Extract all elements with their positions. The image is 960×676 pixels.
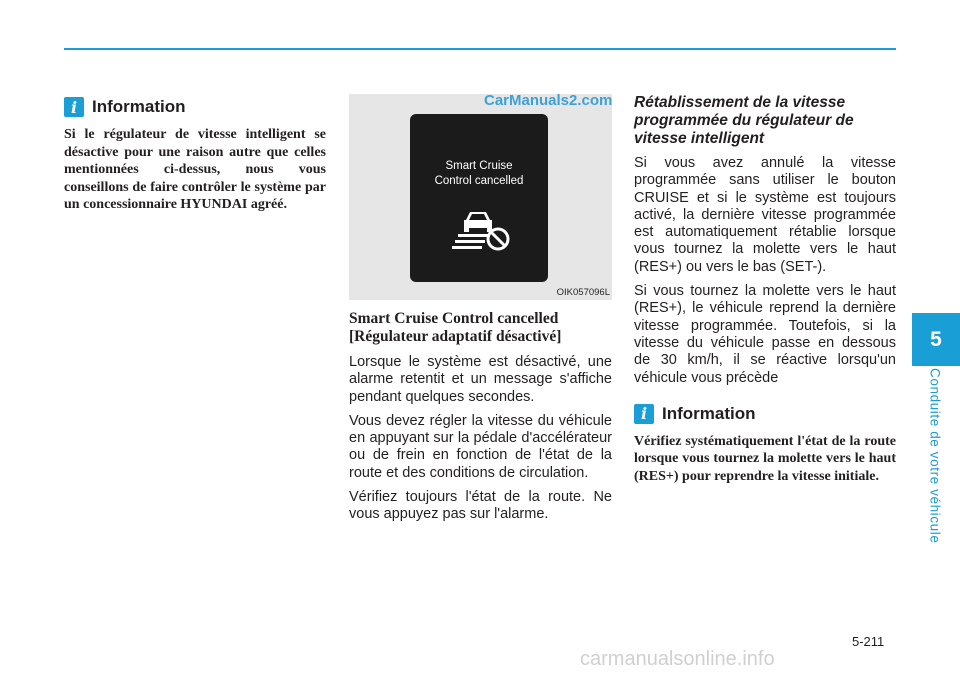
- info-text: Si le régulateur de vitesse intelligent se désactive pour une raison autre que celles mentionnées ci-dessus, nous vous conseillons de faire contrôler le système par un concessionnaire HYUNDAI agréé.: [64, 127, 326, 212]
- info-icon: i: [634, 404, 654, 424]
- chapter-title: [910, 368, 960, 548]
- figure-code: OIK057096L: [556, 287, 610, 298]
- watermark-text: CarManuals2.com: [484, 92, 613, 109]
- smart-cruise-cancel-icon: [448, 208, 512, 252]
- info-icon: i: [64, 97, 84, 117]
- info-heading: [64, 94, 326, 120]
- screen-line-1: Smart Cruise: [445, 160, 513, 172]
- section-heading-line-1: Smart Cruise Control cancelled: [349, 310, 559, 327]
- column-left: [64, 94, 326, 214]
- paragraph-3: Vérifiez toujours l'état de la route. Ne vous appuyez pas sur l'alarme.: [349, 489, 612, 523]
- paragraph-2: Si vous tournez la molette vers le haut (RES+), le véhicule reprend la dernière vitesse programmée. Toutefois, si la vitesse du véhicule passe en dessous de 30 km/h, il se réactive lorsqu'un véhicule vous précède: [634, 283, 896, 386]
- paragraph-1: Lorsque le système est désactivé, une alarme retentit et un message s'affiche pendant quelques secondes.: [349, 354, 612, 405]
- paragraph-2: Vous devez régler la vitesse du véhicule en appuyant sur la pédale d'accélérateur ou de frein en fonction de l'état de la route et des conditions de circulation.: [349, 412, 612, 481]
- section-heading: [349, 310, 612, 346]
- screen-line-2: Control cancelled: [434, 175, 524, 187]
- top-rule: [64, 48, 896, 50]
- screen-message: [410, 159, 548, 189]
- info-title: Information: [662, 403, 756, 423]
- info-title: Information: [92, 97, 186, 116]
- footer-watermark: carmanualsonline.info: [580, 648, 775, 670]
- column-middle: [349, 94, 612, 531]
- cluster-screen: [410, 114, 548, 282]
- resume-speed-heading: Rétablissement de la vitesse programmée du régulateur de vitesse intelligent: [634, 94, 854, 147]
- info-text: Vérifiez systématiquement l'état de la route lorsque vous tournez la molette vers le haut (RES+) pour reprendre la vitesse initiale.: [634, 433, 896, 484]
- column-right: [634, 94, 896, 485]
- chapter-tab: [912, 313, 960, 366]
- chapter-title-text: Conduite de votre véhicule: [927, 368, 943, 544]
- page-number: 5-211: [852, 634, 885, 649]
- info-heading: [634, 401, 896, 427]
- section-heading-line-2: [Régulateur adaptatif désactivé]: [349, 328, 562, 345]
- chapter-number: 5: [930, 327, 942, 351]
- paragraph-1: Si vous avez annulé la vitesse programmée sans utiliser le bouton CRUISE et si le système est toujours activé, la dernière vitesse programmée est automatiquement rétablie lorsque vous tournez la molette vers le haut (RES+) ou vers le bas (SET-).: [634, 155, 896, 275]
- cluster-figure: [349, 94, 612, 300]
